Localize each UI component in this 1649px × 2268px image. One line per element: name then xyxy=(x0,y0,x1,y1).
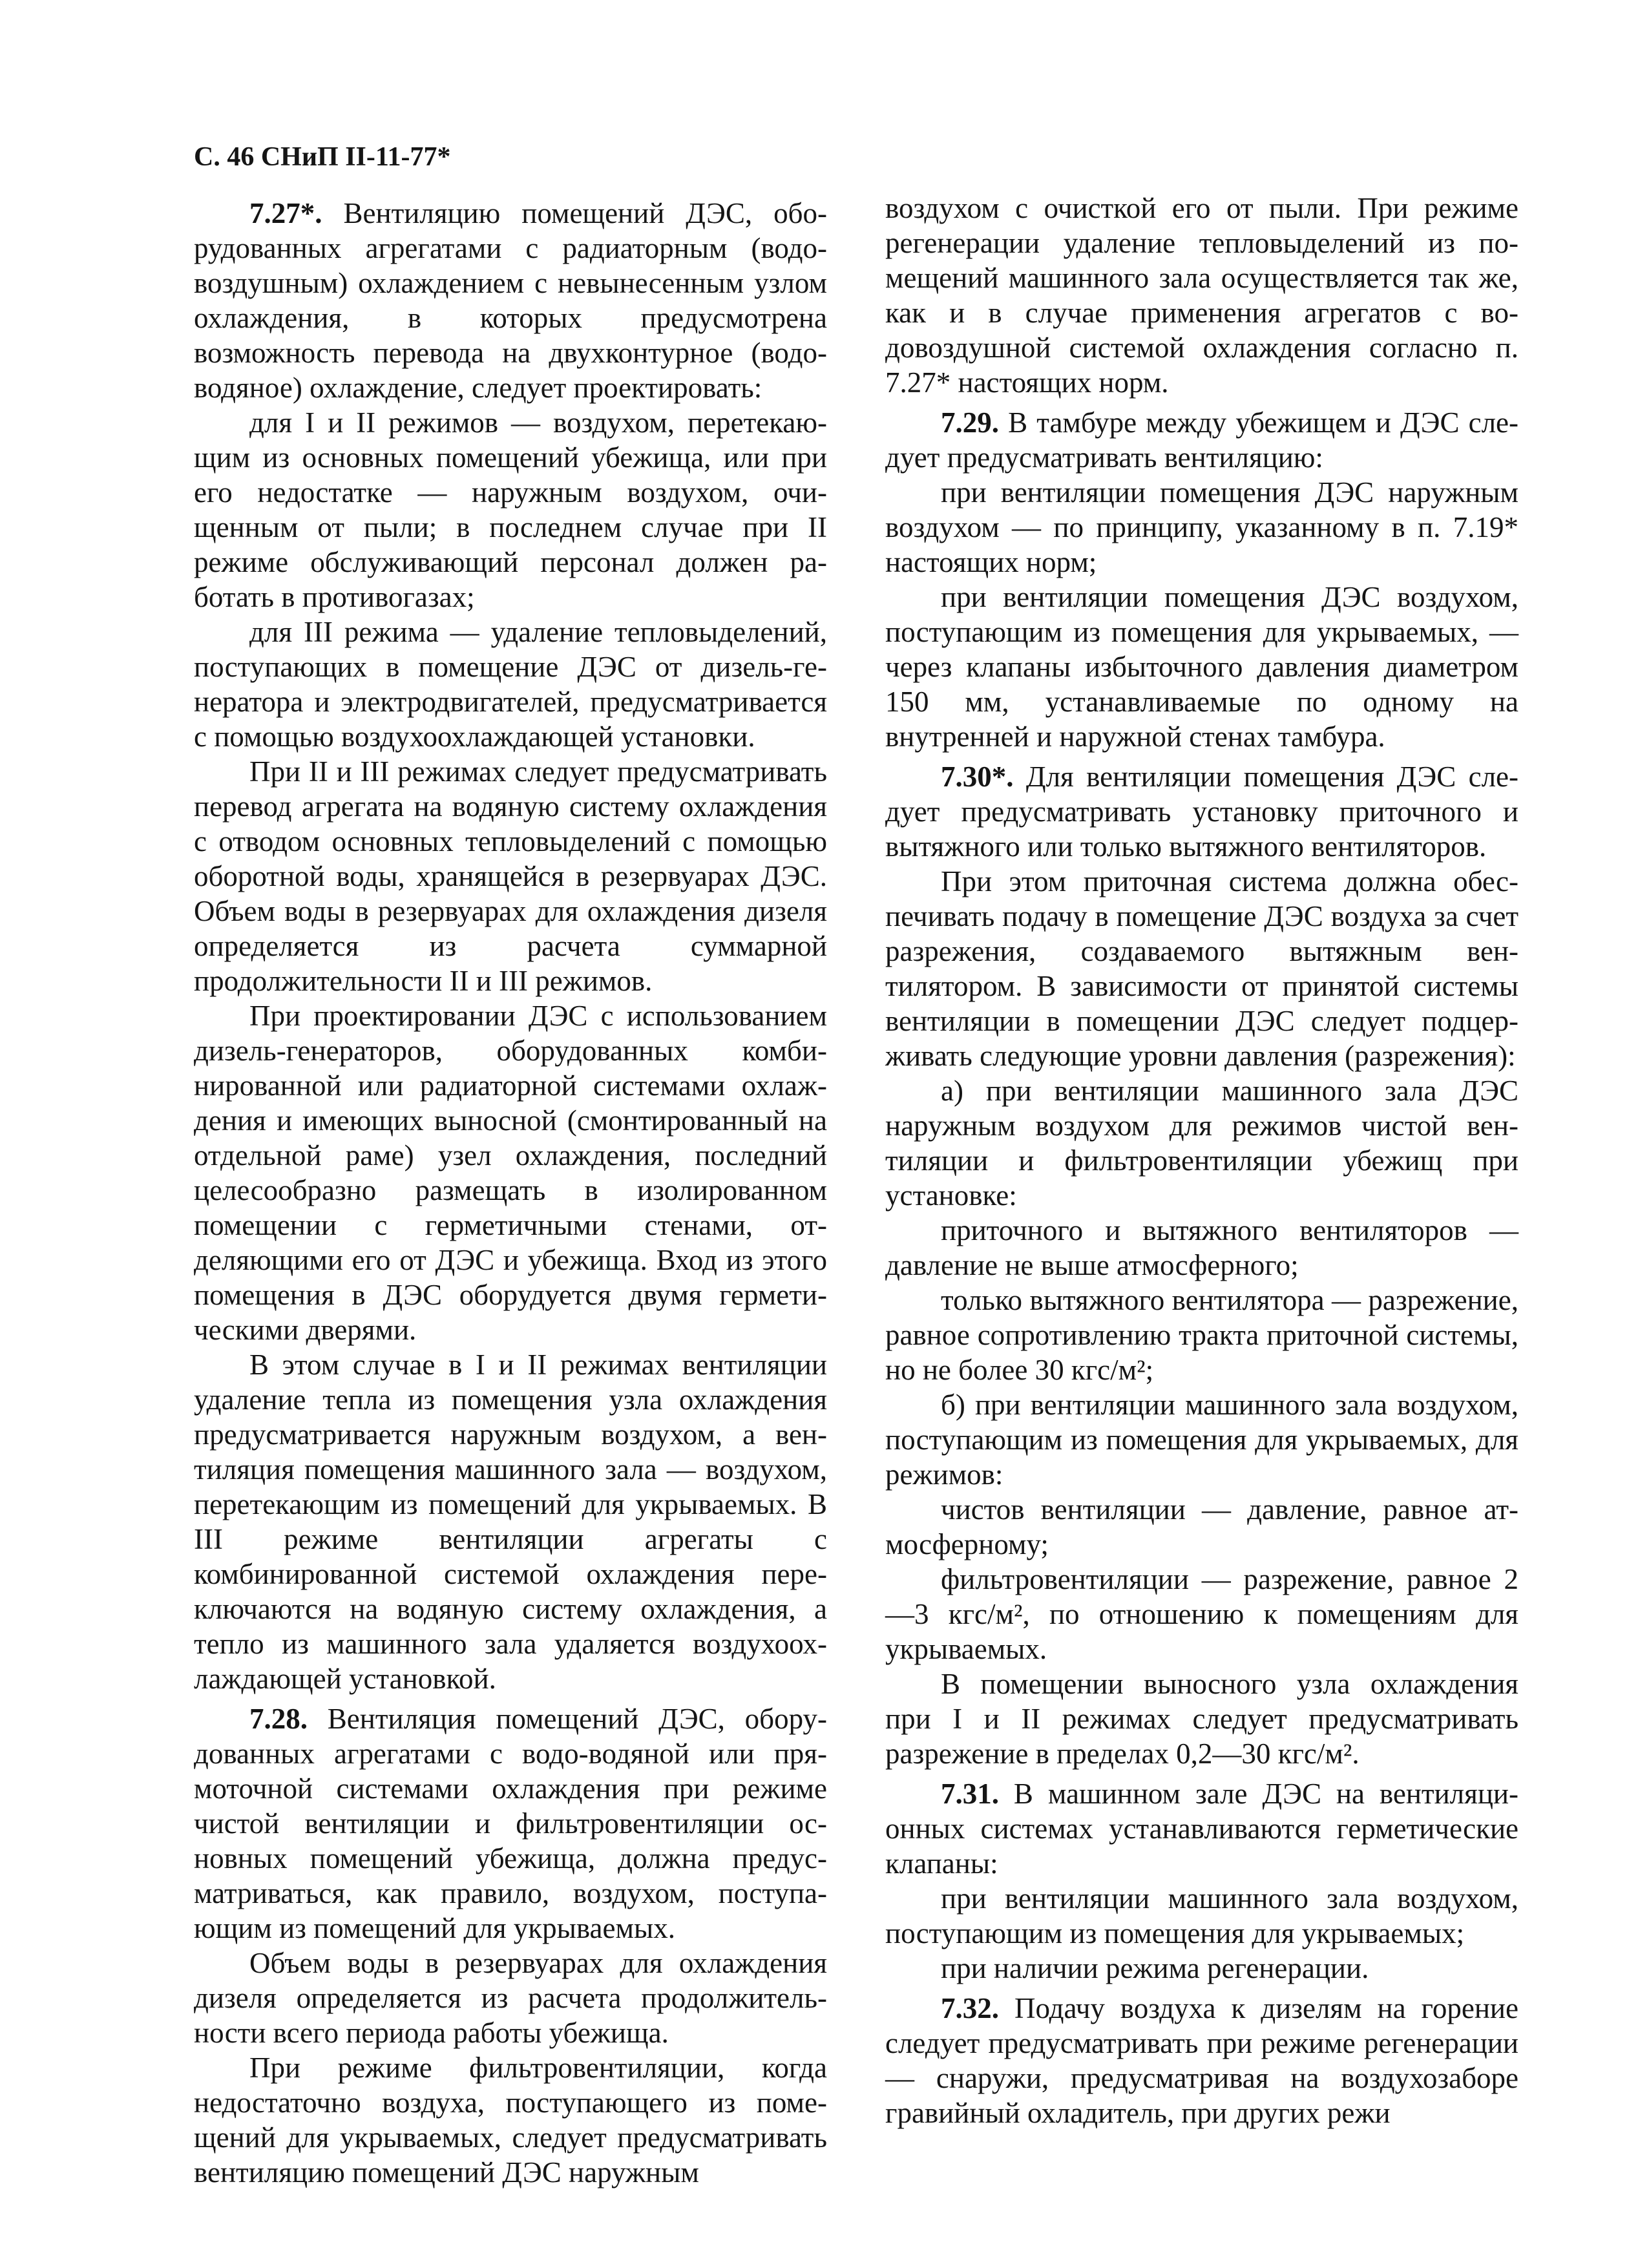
paragraph xyxy=(194,1347,827,1696)
paragraph-text: при вентиляции машинного зала воздухом, поступающим из помещения для укрываемых; xyxy=(885,1882,1518,1949)
clause-number: 7.29. xyxy=(941,406,999,439)
clause-number: 7.32. xyxy=(941,1992,999,2024)
paragraph-text: При проектировании ДЭС с использованием дизель-генераторов, оборудованных комбинированной или радиаторной системами охлаждения и имеющих выносной (смонтированный на отдельной раме) узел охлаждения, последний целесообразно размещать в изолированном помещении с герметичными стенами, отделяющими его от ДЭС и убежища. Вход из этого помещения в ДЭС оборудуется двумя герметическими дверями. xyxy=(194,1000,827,1346)
paragraph-text: Подачу воздуха к дизелям на горение следует предусматривать при режиме регенерации — снаружи, предусматривая на воздухозаборе гравийный охладитель, при других режи xyxy=(885,1992,1518,2129)
paragraph xyxy=(885,1951,1518,1986)
paragraph-text: В этом случае в I и II режимах вентиляции удаление тепла из помещения узла охлаждения предусматривается наружным воздухом, а вентиляция помещения машинного зала — воздухом, перетекающим из помещений для укрываемых. В III режиме вентиляции агрегаты с комбинированной системой охлаждения переключаются на водяную систему охлаждения, а тепло из машинного зала удаляется воздухоохлаждающей установкой. xyxy=(194,1349,827,1695)
paragraph xyxy=(885,1562,1518,1666)
paragraph-text: При режиме фильтровентиляции, когда недостаточно воздуха, поступающего из помещений для укрываемых, следует предусматривать вентиляцию помещений ДЭС наружным xyxy=(194,2052,827,2189)
paragraph xyxy=(194,754,827,998)
paragraph-text: для I и II режимов — воздухом, перетекающим из основных помещений убежища, или при его недостатке — наружным воздухом, очищенным от пыли; в последнем случае при II режиме обслуживающий персонал должен работать в противогазах; xyxy=(194,406,827,613)
paragraph xyxy=(885,1073,1518,1213)
paragraph xyxy=(885,475,1518,580)
paragraph-text: только вытяжного вентилятора — разрежение, равное сопротивлению тракта приточной системы, но не более 30 кгс/м²; xyxy=(885,1284,1518,1386)
paragraph-text: для III режима — удаление тепловыделений, поступающих в помещение ДЭС от дизель-генератора и электродвигателей, предусматривается с помощью воздухоохлаждающей установки. xyxy=(194,616,827,753)
paragraph xyxy=(194,1946,827,2050)
paragraph xyxy=(885,1213,1518,1283)
paragraph xyxy=(885,864,1518,1073)
paragraph-text: При II и III режимах следует предусматривать перевод агрегата на водяную систему охлаждения с отводом основных тепловыделений с помощью оборотной воды, хранящейся в резервуарах ДЭС. Объем воды в резервуарах для охлаждения дизеля определяется из расчета суммарной продолжительности II и III режимов. xyxy=(194,755,827,997)
paragraph-text: приточного и вытяжного вентиляторов — давление не выше атмосферного; xyxy=(885,1214,1518,1281)
paragraph xyxy=(194,2050,827,2190)
paragraph xyxy=(194,998,827,1347)
paragraph xyxy=(885,191,1518,400)
clause-731 xyxy=(885,1776,1518,1881)
clause-727 xyxy=(194,196,827,405)
paragraph xyxy=(194,405,827,614)
clause-number: 7.30*. xyxy=(941,761,1014,793)
paragraph-text: Вентиляция помещений ДЭС, оборудованных агрегатами с водо-водяной или прямоточной системами охлаждения при режиме чистой вентиляции и фильтровентиляции основных помещений убежища, должна предусматриваться, как правило, воздухом, поступающим из помещений для укрываемых. xyxy=(194,1703,827,1944)
clause-number: 7.31. xyxy=(941,1778,999,1810)
clause-732 xyxy=(885,1991,1518,2130)
paragraph-text: а) при вентиляции машинного зала ДЭС наружным воздухом для режимов чистой вентиляции и фильтровентиляции убежищ при установке: xyxy=(885,1075,1518,1212)
paragraph xyxy=(885,1387,1518,1492)
paragraph xyxy=(885,580,1518,754)
paragraph xyxy=(885,1492,1518,1562)
clause-730 xyxy=(885,759,1518,864)
paragraph-text: при вентиляции помещения ДЭС воздухом, поступающим из помещения для укрываемых, — через клапаны избыточного давления диаметром 150 мм, устанавливаемые по одному на внутренней и наружной стенах тамбура. xyxy=(885,581,1518,753)
paragraph xyxy=(885,1881,1518,1951)
paragraph-text: Объем воды в резервуарах для охлаждения дизеля определяется из расчета продолжительности всего периода работы убежища. xyxy=(194,1947,827,2049)
left-column xyxy=(194,191,827,2190)
page-header: С. 46 СНиП II-11-77* xyxy=(194,142,451,172)
paragraph-text: Для вентиляции помещения ДЭС следует предусматривать установку приточного и вытяжного или только вытяжного вентиляторов. xyxy=(885,761,1518,863)
paragraph-text: В тамбуре между убежищем и ДЭС следует предусматривать вентиляцию: xyxy=(885,406,1518,474)
paragraph xyxy=(885,1283,1518,1387)
clause-729 xyxy=(885,405,1518,475)
paragraph-text: воздухом с очисткой его от пыли. При режиме регенерации удаление тепловыделений из помещений машинного зала осуществляется так же, как и в случае применения агрегатов с водовоздушной системой охлаждения согласно п. 7.27* настоящих норм. xyxy=(885,192,1518,399)
paragraph-text: при вентиляции помещения ДЭС наружным воздухом — по принципу, указанному в п. 7.19* настоящих норм; xyxy=(885,476,1518,578)
clause-number: 7.28. xyxy=(249,1703,308,1735)
paragraph-text: В помещении выносного узла охлаждения при I и II режимах следует предусматривать разрежение в пределах 0,2—30 кгс/м². xyxy=(885,1668,1518,1770)
paragraph-text: В машинном зале ДЭС на вентиляционных системах устанавливаются герметические клапаны: xyxy=(885,1778,1518,1880)
clause-number: 7.27*. xyxy=(249,197,322,229)
clause-728 xyxy=(194,1701,827,1946)
paragraph-text: чистов вентиляции — давление, равное атмосферному; xyxy=(885,1493,1518,1560)
paragraph-text: б) при вентиляции машинного зала воздухом, поступающим из помещения для укрываемых, для режимов: xyxy=(885,1389,1518,1491)
paragraph-text: При этом приточная система должна обеспечивать подачу в помещение ДЭС воздуха за счет разрежения, создаваемого вытяжным вентилятором. В зависимости от принятой системы вентиляции в помещении ДЭС следует подцерживать следующие уровни давления (разрежения): xyxy=(885,865,1518,1072)
paragraph-text: при наличии режима регенерации. xyxy=(941,1952,1369,1984)
paragraph-text: Вентиляцию помещений ДЭС, оборудованных агрегатами с радиаторным (водовоздушным) охлаждением с невынесенным узлом охлаждения, в которых предусмотрена возможность перевода на двухконтурное (водоводяное) охлаждение, следует проектировать: xyxy=(194,197,827,404)
right-column xyxy=(885,191,1518,2130)
paragraph xyxy=(885,1666,1518,1771)
paragraph-text: фильтровентиляции — разрежение, равное 2—3 кгс/м², по отношению к помещениям для укрываемых. xyxy=(885,1563,1518,1665)
paragraph xyxy=(194,614,827,754)
